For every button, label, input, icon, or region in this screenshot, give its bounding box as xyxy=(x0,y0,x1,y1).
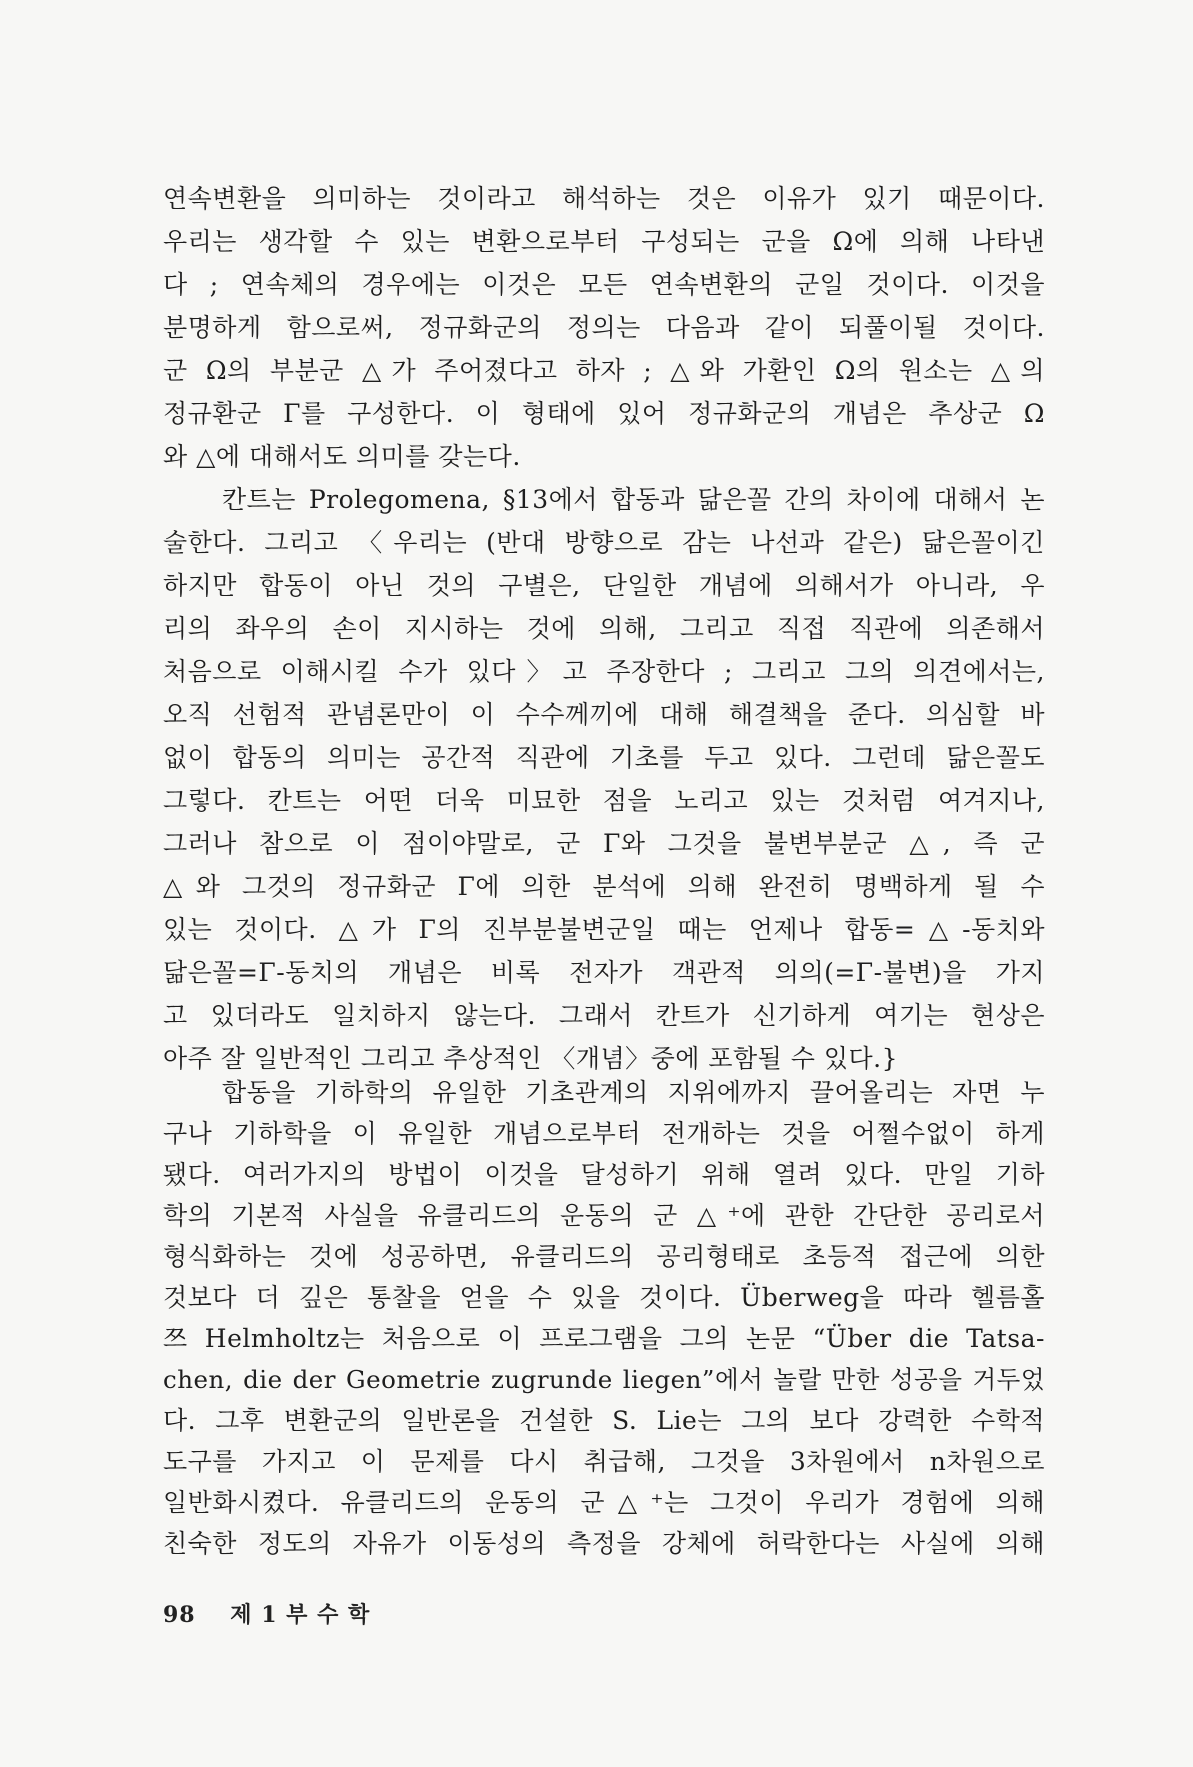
text-line: 형식화하는 것에 성공하면, 유클리드의 공리형태로 초등적 접근에 의한 xyxy=(163,1242,1045,1271)
text-line: 다. 그후 변환군의 일반론을 건설한 S. Lie는 그의 보다 강력한 수학적 xyxy=(163,1406,1045,1435)
text-line: 닮은꼴=Γ-동치의 개념은 비록 전자가 객관적 의의(=Γ-불변)을 가지 xyxy=(163,958,1045,987)
text-line: △와 그것의 정규화군 Γ에 의한 분석에 의해 완전히 명백하게 될 수 xyxy=(163,872,1045,901)
text-line: 와 △에 대해서도 의미를 갖는다. xyxy=(163,442,521,471)
text-line: 분명하게 함으로써, 정규화군의 정의는 다음과 같이 되풀이될 것이다. xyxy=(163,313,1045,342)
text-line: 학의 기본적 사실을 유클리드의 운동의 군 △⁺에 관한 간단한 공리로서 xyxy=(163,1201,1045,1230)
text-line: chen, die der Geometrie zugrunde liegen”에서 놀랄 만한 성공을 거두었 xyxy=(163,1365,1045,1394)
text-line: 다 ; 연속체의 경우에는 이것은 모든 연속변환의 군일 것이다. 이것을 xyxy=(163,270,1045,299)
text-line: 처음으로 이해시킬 수가 있다〉고 주장한다 ; 그리고 그의 의견에서는, xyxy=(163,657,1045,686)
text-line: 일반화시켰다. 유클리드의 운동의 군△⁺는 그것이 우리가 경험에 의해 xyxy=(163,1488,1045,1517)
text-line: 칸트는 Prolegomena, §13에서 합동과 닮은꼴 간의 차이에 대해서 논 xyxy=(222,485,1045,514)
text-line: 우리는 생각할 수 있는 변환으로부터 구성되는 군을 Ω에 의해 나타낸 xyxy=(163,227,1045,256)
text-line: 술한다. 그리고 〈우리는 (반대 방향으로 감는 나선과 같은) 닮은꼴이긴 xyxy=(163,528,1045,557)
text-line: 됐다. 여러가지의 방법이 이것을 달성하기 위해 열려 있다. 만일 기하 xyxy=(163,1160,1045,1189)
text-line: 없이 합동의 의미는 공간적 직관에 기초를 두고 있다. 그런데 닮은꼴도 xyxy=(163,743,1045,772)
text-line: 그렇다. 칸트는 어떤 더욱 미묘한 점을 노리고 있는 것처럼 여겨지나, xyxy=(163,786,1045,815)
text-line: 하지만 합동이 아닌 것의 구별은, 단일한 개념에 의해서가 아니라, 우 xyxy=(163,571,1045,600)
text-line: 군 Ω의 부분군 △가 주어졌다고 하자 ; △와 가환인 Ω의 원소는 △의 xyxy=(163,356,1045,385)
text-line: 연속변환을 의미하는 것이라고 해석하는 것은 이유가 있기 때문이다. xyxy=(163,184,1045,213)
text-line: 도구를 가지고 이 문제를 다시 취급해, 그것을 3차원에서 n차원으로 xyxy=(163,1447,1045,1476)
text-line: 있는 것이다. △가 Γ의 진부분불변군일 때는 언제나 합동=△-동치와 xyxy=(163,915,1045,944)
section-title: 제 1 부 수 학 xyxy=(230,1602,371,1628)
text-line: 정규환군 Γ를 구성한다. 이 형태에 있어 정규화군의 개념은 추상군 Ω xyxy=(163,399,1045,428)
text-line: 것보다 더 깊은 통찰을 얻을 수 있을 것이다. Überweg을 따라 헬름홀 xyxy=(163,1283,1045,1312)
text-line: 합동을 기하학의 유일한 기초관계의 지위에까지 끌어올리는 자면 누 xyxy=(222,1078,1045,1107)
text-line: 고 있더라도 일치하지 않는다. 그래서 칸트가 신기하게 여기는 현상은 xyxy=(163,1001,1045,1030)
text-line: 친숙한 정도의 자유가 이동성의 측정을 강체에 허락한다는 사실에 의해 xyxy=(163,1529,1045,1558)
page-number: 98 xyxy=(163,1602,196,1628)
text-line: 그러나 참으로 이 점이야말로, 군 Γ와 그것을 불변부분군 △, 즉 군 xyxy=(163,829,1045,858)
text-line: 쯔 Helmholtz는 처음으로 이 프로그램을 그의 논문 “Über die Tatsa- xyxy=(163,1324,1045,1353)
text-line: 아주 잘 일반적인 그리고 추상적인 〈개념〉중에 포함될 수 있다.} xyxy=(163,1044,899,1073)
text-line: 오직 선험적 관념론만이 이 수수께끼에 대해 해결책을 준다. 의심할 바 xyxy=(163,700,1045,729)
text-line: 리의 좌우의 손이 지시하는 것에 의해, 그리고 직접 직관에 의존해서 xyxy=(163,614,1045,643)
text-line: 구나 기하학을 이 유일한 개념으로부터 전개하는 것을 어쩔수없이 하게 xyxy=(163,1119,1045,1148)
page-footer xyxy=(163,1598,370,1632)
